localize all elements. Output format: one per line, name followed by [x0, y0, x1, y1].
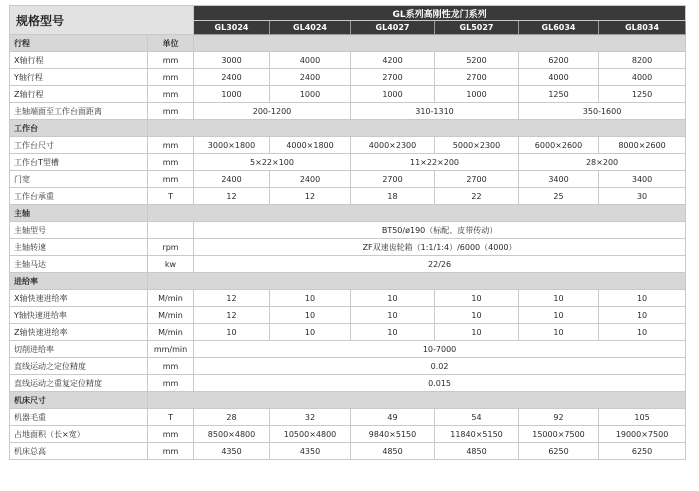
cell-value: 105: [599, 409, 686, 426]
table-row: [10, 154, 686, 171]
section-title: 工作台: [10, 120, 148, 137]
table-row: [10, 375, 686, 392]
cell-value: 5200: [435, 52, 519, 69]
cell-value: 30: [599, 188, 686, 205]
table-row: [10, 324, 686, 341]
cell-value: 3400: [519, 171, 599, 188]
table-row: [10, 222, 686, 239]
cell-value: 2400: [270, 69, 351, 86]
cell-value: 4000: [270, 52, 351, 69]
table-row: [10, 290, 686, 307]
section-header: [10, 120, 686, 137]
row-label: Y轴快速进给率: [10, 307, 148, 324]
cell-value: 11840×5150: [435, 426, 519, 443]
cell-value: 12: [194, 290, 270, 307]
row-unit: [148, 222, 194, 239]
cell-value: 28: [194, 409, 270, 426]
cell-value: 3400: [599, 171, 686, 188]
cell-value: 4350: [194, 443, 270, 460]
row-unit: mm: [148, 137, 194, 154]
cell-value: 2400: [270, 171, 351, 188]
cell-value: 2700: [351, 69, 435, 86]
cell-value: 10500×4800: [270, 426, 351, 443]
table-row: [10, 307, 686, 324]
row-label: X轴行程: [10, 52, 148, 69]
cell-value: 10: [435, 324, 519, 341]
row-unit: mm: [148, 426, 194, 443]
cell-value: 2700: [435, 171, 519, 188]
cell-value: 6200: [519, 52, 599, 69]
row-label: Z轴快速进给率: [10, 324, 148, 341]
cell-value: 4850: [351, 443, 435, 460]
row-label: 主轴端面至工作台面距离: [10, 103, 148, 120]
cell-value: 6000×2600: [519, 137, 599, 154]
model-header: GL6034: [519, 21, 599, 35]
row-unit: mm: [148, 171, 194, 188]
cell-value: 4000×1800: [270, 137, 351, 154]
row-label: 工作台承重: [10, 188, 148, 205]
table-row: [10, 443, 686, 460]
table-row: [10, 188, 686, 205]
row-label: Y轴行程: [10, 69, 148, 86]
cell-value: 12: [270, 188, 351, 205]
cell-value: 10: [351, 324, 435, 341]
cell-value: 4000: [599, 69, 686, 86]
cell-value: 4850: [435, 443, 519, 460]
cell-value: 3000×1800: [194, 137, 270, 154]
cell-value: ZF双速齿轮箱（1:1/1:4）/6000（4000）: [194, 239, 686, 256]
cell-value: 10: [270, 307, 351, 324]
cell-value: 0.015: [194, 375, 686, 392]
section-header: [10, 392, 686, 409]
model-header: GL4027: [351, 21, 435, 35]
cell-value: 10: [519, 290, 599, 307]
cell-value: 0.02: [194, 358, 686, 375]
row-unit: T: [148, 188, 194, 205]
cell-value: 2700: [435, 69, 519, 86]
row-label: 主轴型号: [10, 222, 148, 239]
table-row: [10, 86, 686, 103]
section-header: [10, 35, 686, 52]
cell-value: 10: [270, 290, 351, 307]
row-unit: M/min: [148, 307, 194, 324]
row-unit: mm: [148, 443, 194, 460]
model-header: GL8034: [599, 21, 686, 35]
cell-value: 3000: [194, 52, 270, 69]
section-header: [10, 273, 686, 290]
row-unit: mm: [148, 86, 194, 103]
cell-value: 12: [194, 188, 270, 205]
cell-value: 1250: [599, 86, 686, 103]
cell-value: 4000×2300: [351, 137, 435, 154]
table-row: [10, 69, 686, 86]
cell-value: 10: [599, 324, 686, 341]
cell-value: 10: [435, 290, 519, 307]
row-label: 主轴马达: [10, 256, 148, 273]
row-unit: T: [148, 409, 194, 426]
table-row: [10, 103, 686, 120]
row-label: 主轴转速: [10, 239, 148, 256]
cell-value: 10: [519, 324, 599, 341]
cell-value: 25: [519, 188, 599, 205]
spec-title: 规格型号: [10, 6, 194, 35]
table-row: [10, 358, 686, 375]
cell-value: BT50/ø190（标配、皮带传动）: [194, 222, 686, 239]
row-label: 门宽: [10, 171, 148, 188]
section-title: 主轴: [10, 205, 148, 222]
row-label: 机床总高: [10, 443, 148, 460]
table-row: [10, 137, 686, 154]
row-label: X轴快速进给率: [10, 290, 148, 307]
cell-value: 54: [435, 409, 519, 426]
table-row: [10, 409, 686, 426]
table-row: [10, 239, 686, 256]
cell-value: 19000×7500: [599, 426, 686, 443]
cell-value: 92: [519, 409, 599, 426]
cell-value: 8500×4800: [194, 426, 270, 443]
cell-value: 310-1310: [351, 103, 519, 120]
table-row: [10, 52, 686, 69]
cell-value: 1000: [270, 86, 351, 103]
section-title: 行程: [10, 35, 148, 52]
model-header: GL4024: [270, 21, 351, 35]
spec-sheet: [9, 5, 685, 460]
table-row: [10, 426, 686, 443]
row-label: 占地面积（长×宽）: [10, 426, 148, 443]
cell-value: 22: [435, 188, 519, 205]
row-label: 切削进给率: [10, 341, 148, 358]
row-label: 工作台尺寸: [10, 137, 148, 154]
cell-value: 1000: [351, 86, 435, 103]
row-label: 直线运动之定位精度: [10, 358, 148, 375]
cell-value: 10: [351, 290, 435, 307]
cell-value: 10: [270, 324, 351, 341]
cell-value: 10: [351, 307, 435, 324]
row-unit: M/min: [148, 290, 194, 307]
cell-value: 6250: [599, 443, 686, 460]
cell-value: 200-1200: [194, 103, 351, 120]
cell-value: 8000×2600: [599, 137, 686, 154]
row-unit: mm/min: [148, 341, 194, 358]
row-unit: mm: [148, 375, 194, 392]
cell-value: 10: [435, 307, 519, 324]
cell-value: 1000: [435, 86, 519, 103]
cell-value: 5000×2300: [435, 137, 519, 154]
cell-value: 22/26: [194, 256, 686, 273]
cell-value: 4200: [351, 52, 435, 69]
table-row: [10, 171, 686, 188]
cell-value: 6250: [519, 443, 599, 460]
section-title: 进给率: [10, 273, 148, 290]
cell-value: 8200: [599, 52, 686, 69]
row-unit: mm: [148, 103, 194, 120]
series-title: GL系列高刚性龙门系列: [194, 6, 686, 21]
cell-value: 2400: [194, 171, 270, 188]
section-title: 机床尺寸: [10, 392, 148, 409]
cell-value: 2700: [351, 171, 435, 188]
cell-value: 350-1600: [519, 103, 686, 120]
cell-value: 1250: [519, 86, 599, 103]
unit-header: 单位: [148, 35, 194, 52]
row-unit: M/min: [148, 324, 194, 341]
model-header: GL5027: [435, 21, 519, 35]
cell-value: 2400: [194, 69, 270, 86]
table-row: [10, 256, 686, 273]
row-label: 工作台T型槽: [10, 154, 148, 171]
row-unit: kw: [148, 256, 194, 273]
cell-value: 4350: [270, 443, 351, 460]
row-unit: mm: [148, 52, 194, 69]
cell-value: 4000: [519, 69, 599, 86]
cell-value: 10: [599, 290, 686, 307]
cell-value: 1000: [194, 86, 270, 103]
cell-value: 5×22×100: [194, 154, 351, 171]
cell-value: 10: [194, 324, 270, 341]
model-header: GL3024: [194, 21, 270, 35]
cell-value: 18: [351, 188, 435, 205]
cell-value: 10-7000: [194, 341, 686, 358]
cell-value: 49: [351, 409, 435, 426]
cell-value: 32: [270, 409, 351, 426]
cell-value: 11×22×200: [351, 154, 519, 171]
cell-value: 15000×7500: [519, 426, 599, 443]
row-label: Z轴行程: [10, 86, 148, 103]
spec-table: [9, 5, 686, 460]
cell-value: 12: [194, 307, 270, 324]
cell-value: 10: [519, 307, 599, 324]
cell-value: 9840×5150: [351, 426, 435, 443]
row-unit: mm: [148, 69, 194, 86]
row-label: 机器毛重: [10, 409, 148, 426]
cell-value: 10: [599, 307, 686, 324]
section-header: [10, 205, 686, 222]
row-label: 直线运动之重复定位精度: [10, 375, 148, 392]
row-unit: mm: [148, 154, 194, 171]
row-unit: rpm: [148, 239, 194, 256]
row-unit: mm: [148, 358, 194, 375]
table-row: [10, 341, 686, 358]
cell-value: 28×200: [519, 154, 686, 171]
